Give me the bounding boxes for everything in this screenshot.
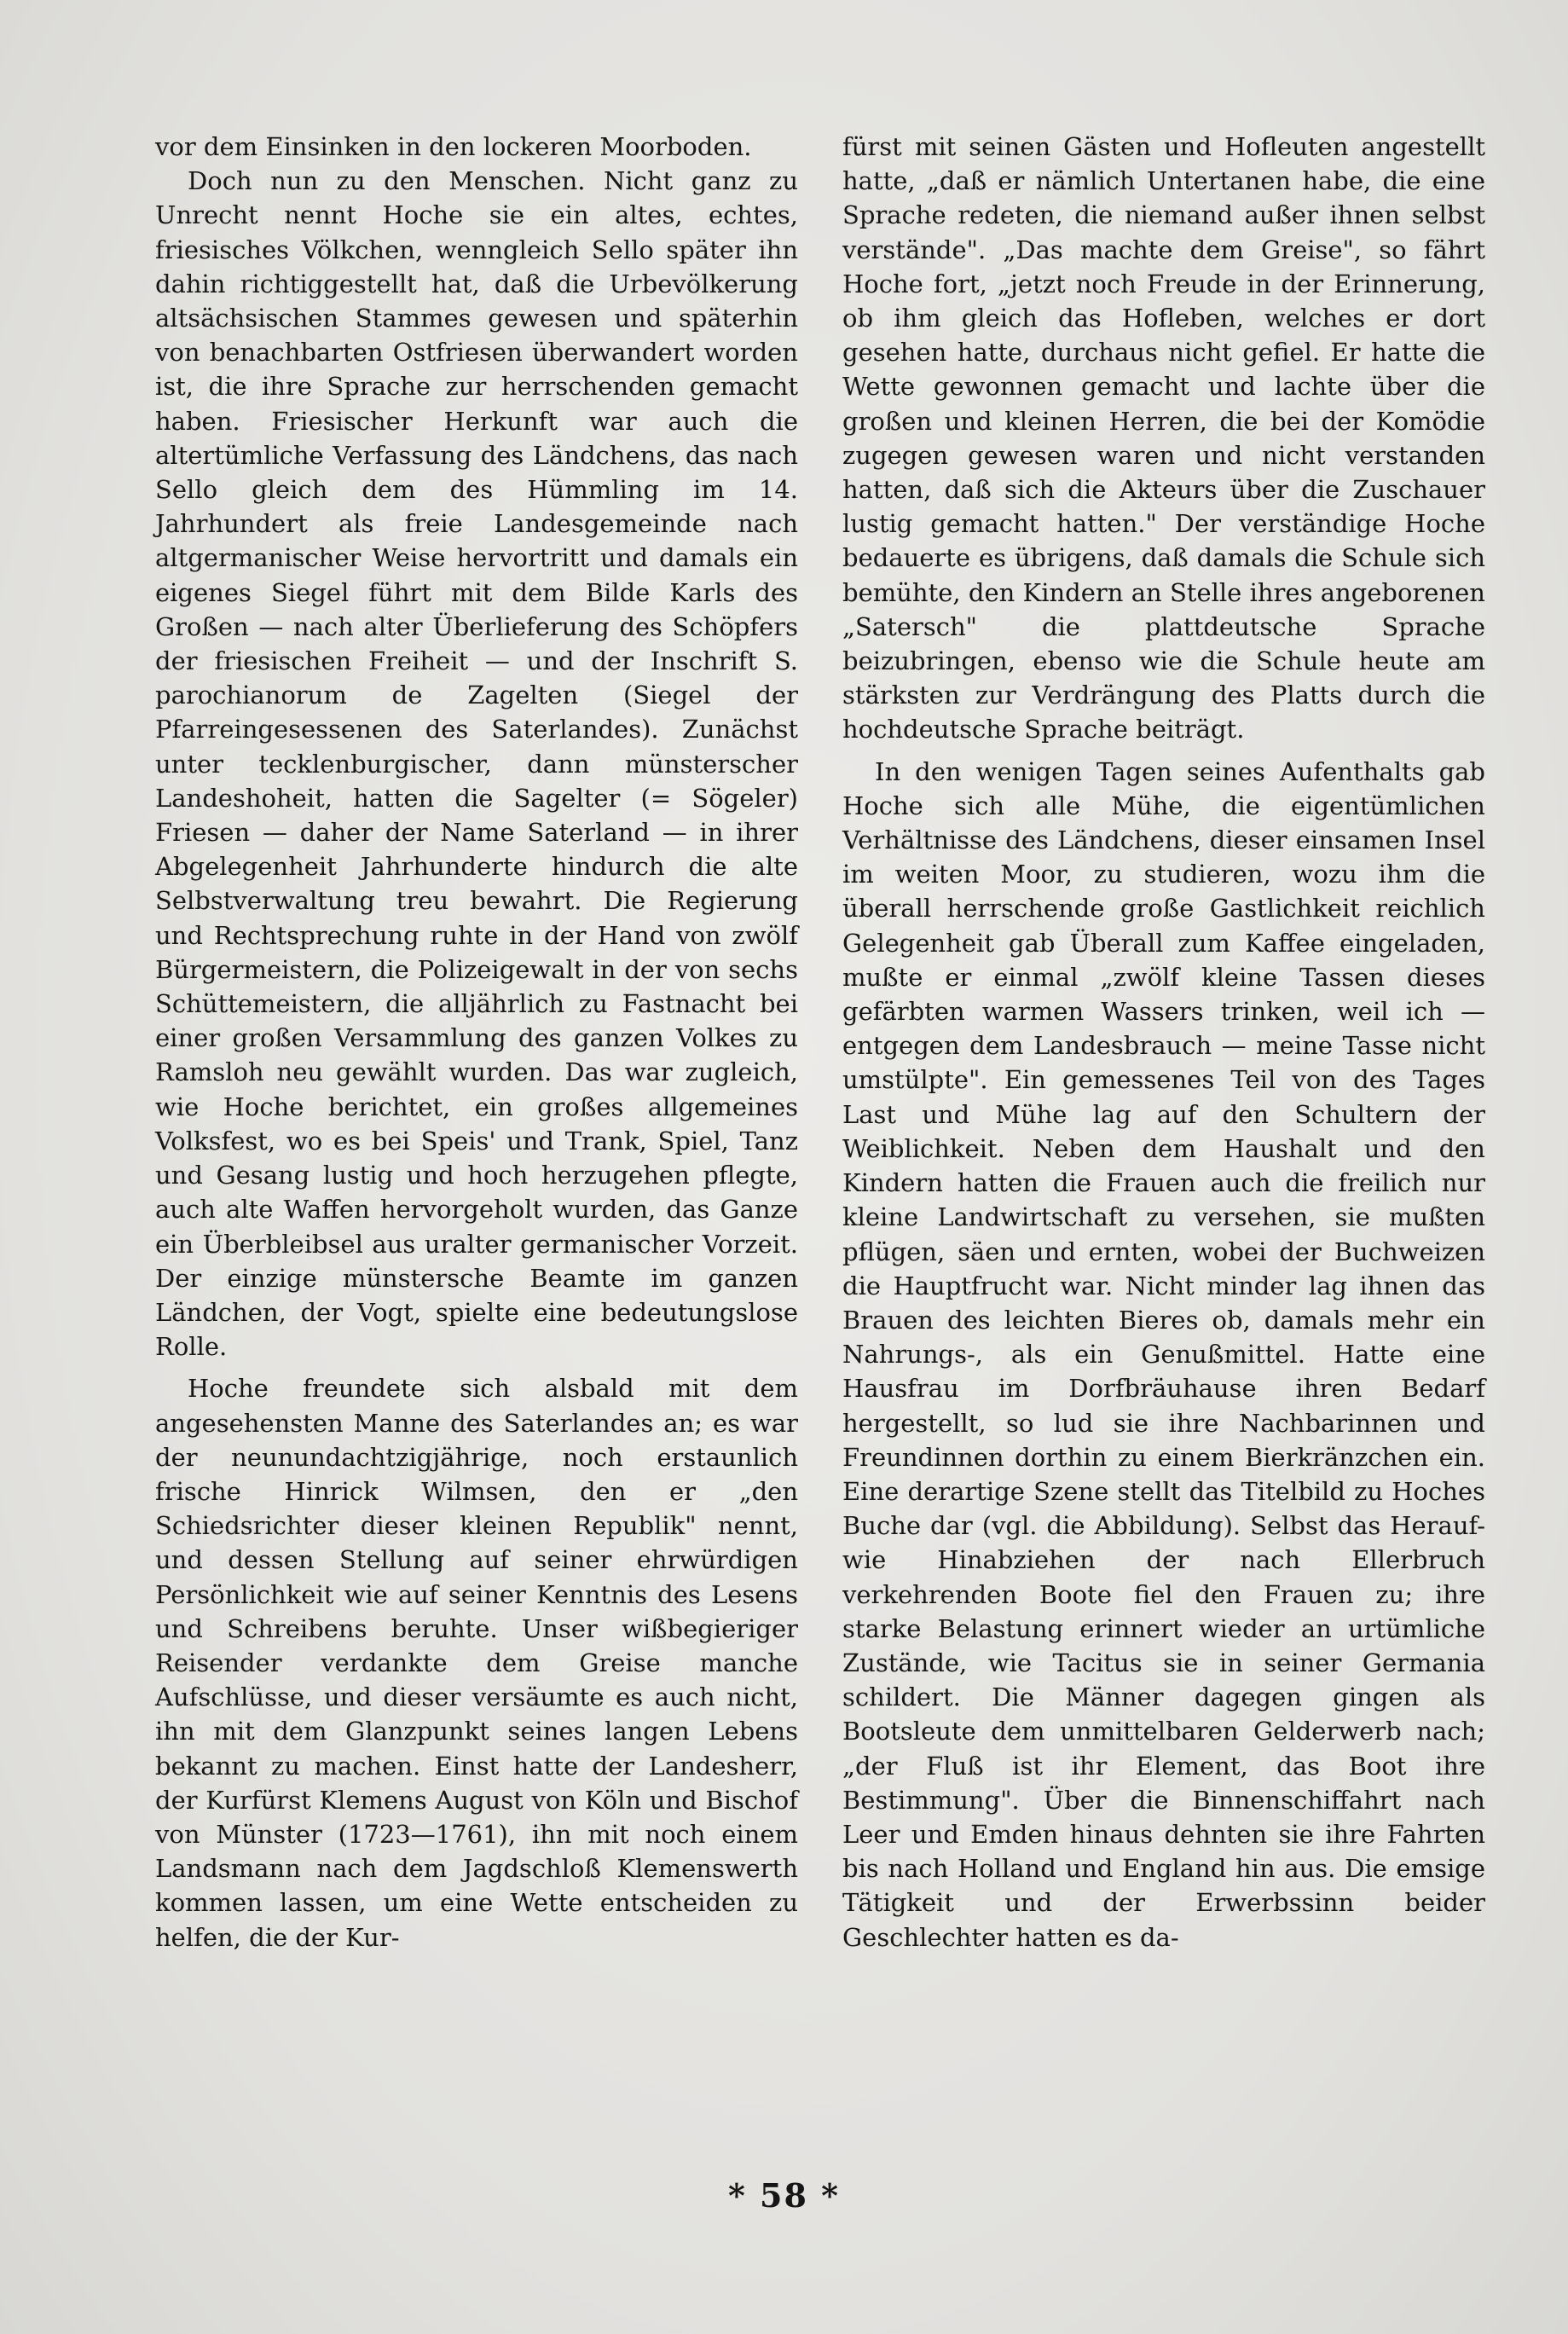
paragraph: Hoche freundete sich alsbald mit dem angesehensten Manne des Saterlandes an; es war der neunundachtzigjährige, noch erstaunlich frische Hinrick Wilmsen, den er „den Schiedsrichter dieser kleinen Republik" nennt, und dessen Stellung auf seiner ehrwürdigen Persönlichkeit wie auf seiner Kenntnis des Lesens und Schreibens beruhte. Unser wißbegieriger Reisender verdankte dem Greise manche Aufschlüsse, und dieser versäumte es auch nicht, ihn mit dem Glanzpunkt seines langen Lebens bekannt zu machen. Einst hatte der Landesherr, der Kurfürst Klemens August von Köln und Bischof von Münster (1723—1761), ihn mit noch einem Landsmann nach dem Jagdschloß Klemenswerth kommen lassen, um eine Wette entscheiden zu helfen, die der Kur-	[155, 1374, 798, 1952]
paragraph: In den wenigen Tagen seines Aufenthalts gab Hoche sich alle Mühe, die eigentümlichen Verhältnisse des Ländchens, dieser einsamen Insel im weiten Moor, zu studieren, wozu ihm die überall herrschende große Gastlichkeit reichlich Gelegenheit gab Überall zum Kaffee eingeladen, mußte er einmal „zwölf kleine Tassen dieses gefärbten warmen Wassers trinken, weil ich — entgegen dem Landesbrauch — meine Tasse nicht umstülpte". Ein gemessenes Teil von des Tages Last und Mühe lag auf den Schultern der Weiblichkeit. Neben dem Haushalt und den Kindern hatten die Frauen auch die freilich nur kleine Landwirtschaft zu versehen, sie mußten pflügen, säen und ernten, wobei der Buchweizen die Hauptfrucht war. Nicht minder lag ihnen das Brauen des leichten Bieres ob, damals mehr ein Nahrungs-, als ein Genußmittel. Hatte eine Hausfrau im Dorfbräuhause ihren Bedarf hergestellt, so lud sie ihre Nachbarinnen und Freundinnen dorthin zu einem Bierkränzchen ein. Eine derartige Szene stellt das Titelbild zu Hoches Buche dar (vgl. die Abbildung). Selbst das Herauf- wie Hinabziehen der nach Ellerbruch verkehrenden Boote fiel den Frauen zu; ihre starke Belastung erinnert wieder an urtümliche Zustände, wie Tacitus sie in seiner Germania schildert. Die Männer dagegen gingen als Bootsleute dem unmittelbaren Gelderwerb nach; „der Fluß ist ihr Element, das Boot ihre Bestimmung". Über die Binnenschiffahrt nach Leer und Emden hinaus dehnten sie ihre Fahrten bis nach Holland und England hin aus. Die emsige Tätigkeit und der Erwerbssinn beider Geschlechter hatten es da-	[842, 756, 1485, 1952]
paragraph: vor dem Einsinken in den lockeren Moorboden.	[155, 132, 752, 161]
paragraph: Doch nun zu den Menschen. Nicht ganz zu Unrecht nennt Hoche sie ein altes, echtes, friesisches Völkchen, wenngleich Sello später ihn dahin richtiggestellt hat, daß die Urbevölkerung altsächsischen Stammes gewesen und späterhin von benachbarten Ostfriesen überwandert worden ist, die ihre Sprache zur herrschenden gemacht haben. Friesischer Herkunft war auch die altertümliche Verfassung des Ländchens, das nach Sello gleich dem des Hümmling im 14. Jahrhundert als freie Landesgemeinde nach altgermanischer Weise hervortritt und damals ein eigenes Siegel führt mit dem Bilde Karls des Großen — nach alter Überlieferung des Schöpfers der friesischen Freiheit — und der Inschrift S. parochianorum de Zagelten (Siegel der Pfarreingesessenen des Saterlandes). Zunächst unter tecklenburgischer, dann münsterscher Landeshoheit, hatten die Sagelter (= Sögeler) Friesen — daher der Name Saterland — in ihrer Abgelegenheit Jahrhunderte hindurch die alte Selbstverwaltung treu bewahrt. Die Regierung und Rechtsprechung ruhte in der Hand von zwölf Bürgermeistern, die Polizeigewalt in der von sechs Schüttemeistern, die alljährlich zu Fastnacht bei einer großen Versammlung des ganzen Volkes zu Ramsloh neu gewählt wurden. Das war zugleich, wie Hoche berichtet, ein großes allgemeines Volksfest, wo es bei Speis' und Trank, Spiel, Tanz und Gesang lustig und hoch herzugehen pflegte, auch alte Waffen hervorgeholt wurden, das Ganze ein Überbleibsel aus uralter germanischer Vorzeit. Der einzige münstersche Beamte im ganzen Ländchen, der Vogt, spielte eine bedeutungslose Rolle.	[155, 166, 798, 1362]
right-column	[842, 130, 1485, 1955]
page-number: * 58 *	[727, 2176, 841, 2215]
paragraph: fürst mit seinen Gästen und Hofleuten angestellt hatte, „daß er nämlich Untertanen habe, die eine Sprache redeten, die niemand außer ihnen selbst verstände". „Das machte dem Greise", so fährt Hoche fort, „jetzt noch Freude in der Erinnerung, ob ihm gleich das Hofleben, welches er dort gesehen hatte, durchaus nicht gefiel. Er hatte die Wette gewonnen gemacht und lachte über die großen und kleinen Herren, die bei der Komödie zugegen gewesen waren und nicht verstanden hatten, daß sich die Akteurs über die Zuschauer lustig gemacht hatten." Der verständige Hoche bedauerte es übrigens, daß damals die Schule sich bemühte, den Kindern an Stelle ihres angeborenen „Satersch" die plattdeutsche Sprache beizubringen, ebenso wie die Schule heute am stärksten zur Verdrängung des Platts durch die hochdeutsche Sprache beiträgt.	[842, 132, 1485, 744]
left-column	[155, 130, 798, 1955]
